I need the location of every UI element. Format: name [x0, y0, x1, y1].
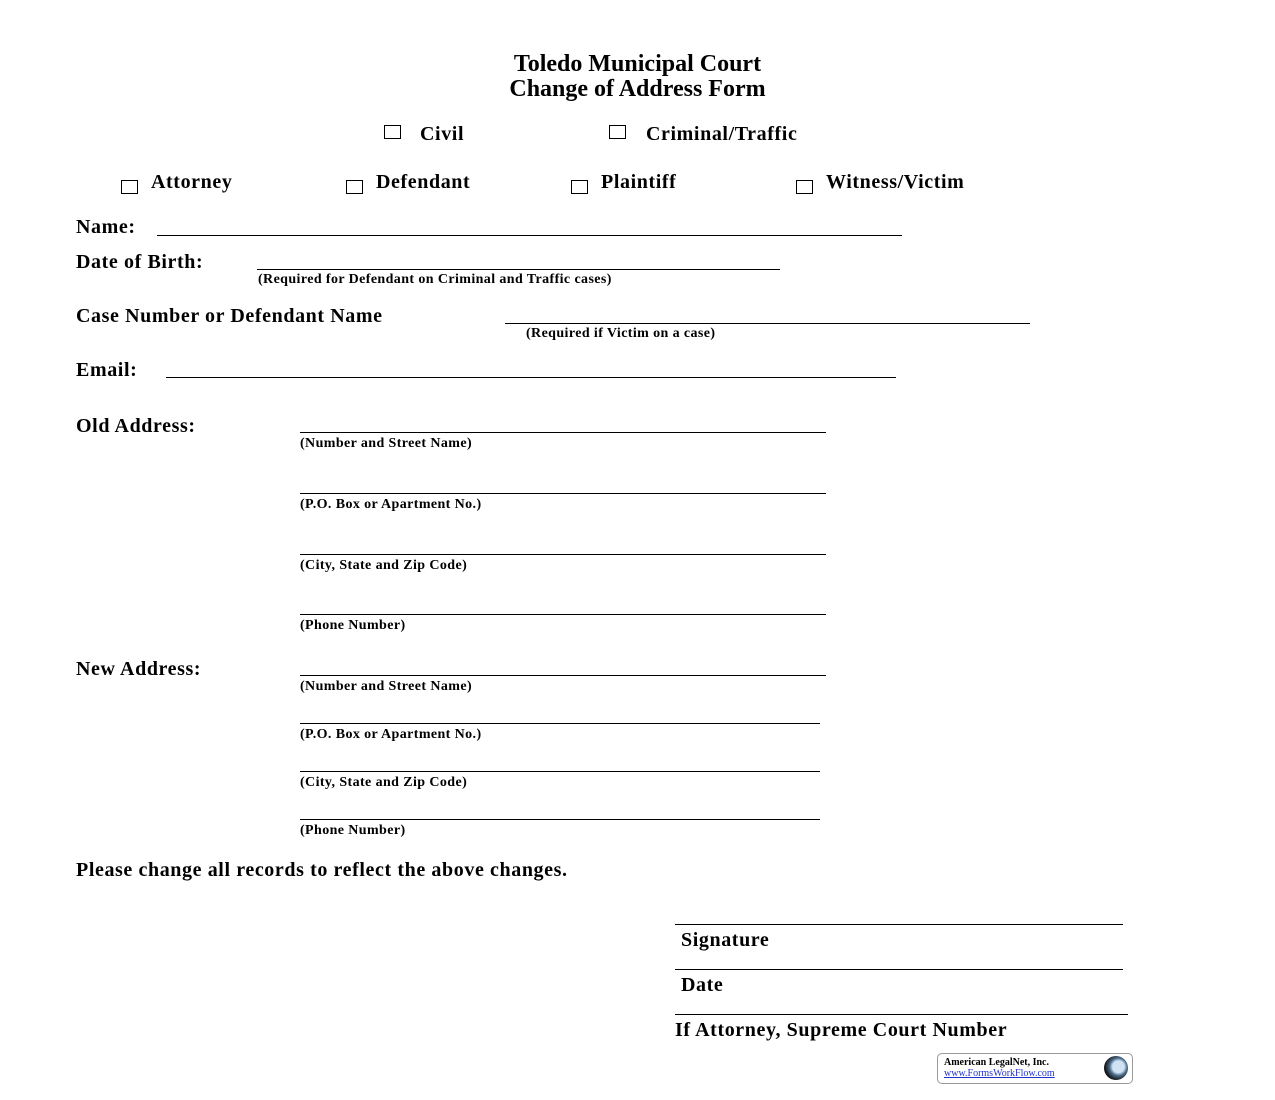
name-label: Name: [76, 216, 136, 238]
witness-victim-label: Witness/Victim [826, 171, 965, 193]
defendant-checkbox[interactable] [346, 180, 363, 194]
logo-company: American LegalNet, Inc. [944, 1057, 1049, 1068]
email-field[interactable] [166, 377, 896, 378]
civil-label: Civil [420, 123, 465, 145]
email-label: Email: [76, 359, 138, 381]
witness-victim-checkbox[interactable] [796, 180, 813, 194]
criminal-traffic-checkbox[interactable] [609, 125, 626, 139]
dob-field[interactable] [257, 269, 780, 270]
signature-label: Signature [681, 929, 770, 951]
new-pobox-field[interactable] [300, 723, 820, 724]
supreme-court-number-label: If Attorney, Supreme Court Number [675, 1019, 1008, 1041]
criminal-traffic-label: Criminal/Traffic [646, 123, 798, 145]
old-street-field[interactable] [300, 432, 826, 433]
attorney-checkbox[interactable] [121, 180, 138, 194]
new-street-caption: (Number and Street Name) [300, 679, 473, 694]
name-field[interactable] [157, 235, 902, 236]
attorney-label: Attorney [151, 171, 233, 193]
new-city-caption: (City, State and Zip Code) [300, 775, 468, 790]
plaintiff-checkbox[interactable] [571, 180, 588, 194]
new-address-label: New Address: [76, 658, 202, 680]
old-street-caption: (Number and Street Name) [300, 436, 473, 451]
old-pobox-caption: (P.O. Box or Apartment No.) [300, 497, 482, 512]
old-address-label: Old Address: [76, 415, 196, 437]
statement-text: Please change all records to reflect the above changes. [76, 859, 568, 881]
case-note: (Required if Victim on a case) [526, 326, 716, 341]
new-phone-field[interactable] [300, 819, 820, 820]
old-city-caption: (City, State and Zip Code) [300, 558, 468, 573]
defendant-label: Defendant [376, 171, 471, 193]
case-field[interactable] [505, 323, 1030, 324]
old-phone-caption: (Phone Number) [300, 618, 406, 633]
date-label: Date [681, 974, 724, 996]
old-city-field[interactable] [300, 554, 826, 555]
plaintiff-label: Plaintiff [601, 171, 677, 193]
supreme-court-number-field[interactable] [675, 1014, 1128, 1015]
form-title: Toledo Municipal Court [513, 51, 762, 77]
form-subtitle: Change of Address Form [509, 76, 766, 102]
new-street-field[interactable] [300, 675, 826, 676]
old-phone-field[interactable] [300, 614, 826, 615]
signature-field[interactable] [675, 924, 1123, 925]
new-city-field[interactable] [300, 771, 820, 772]
globe-icon [1104, 1056, 1128, 1080]
new-pobox-caption: (P.O. Box or Apartment No.) [300, 727, 482, 742]
new-phone-caption: (Phone Number) [300, 823, 406, 838]
old-pobox-field[interactable] [300, 493, 826, 494]
american-legalnet-logo[interactable] [937, 1053, 1133, 1084]
date-field[interactable] [675, 969, 1123, 970]
civil-checkbox[interactable] [384, 125, 401, 139]
dob-note: (Required for Defendant on Criminal and Traffic cases) [258, 272, 612, 287]
case-label: Case Number or Defendant Name [76, 305, 383, 327]
logo-url-link[interactable]: www.FormsWorkFlow.com [944, 1068, 1055, 1079]
dob-label: Date of Birth: [76, 251, 204, 273]
